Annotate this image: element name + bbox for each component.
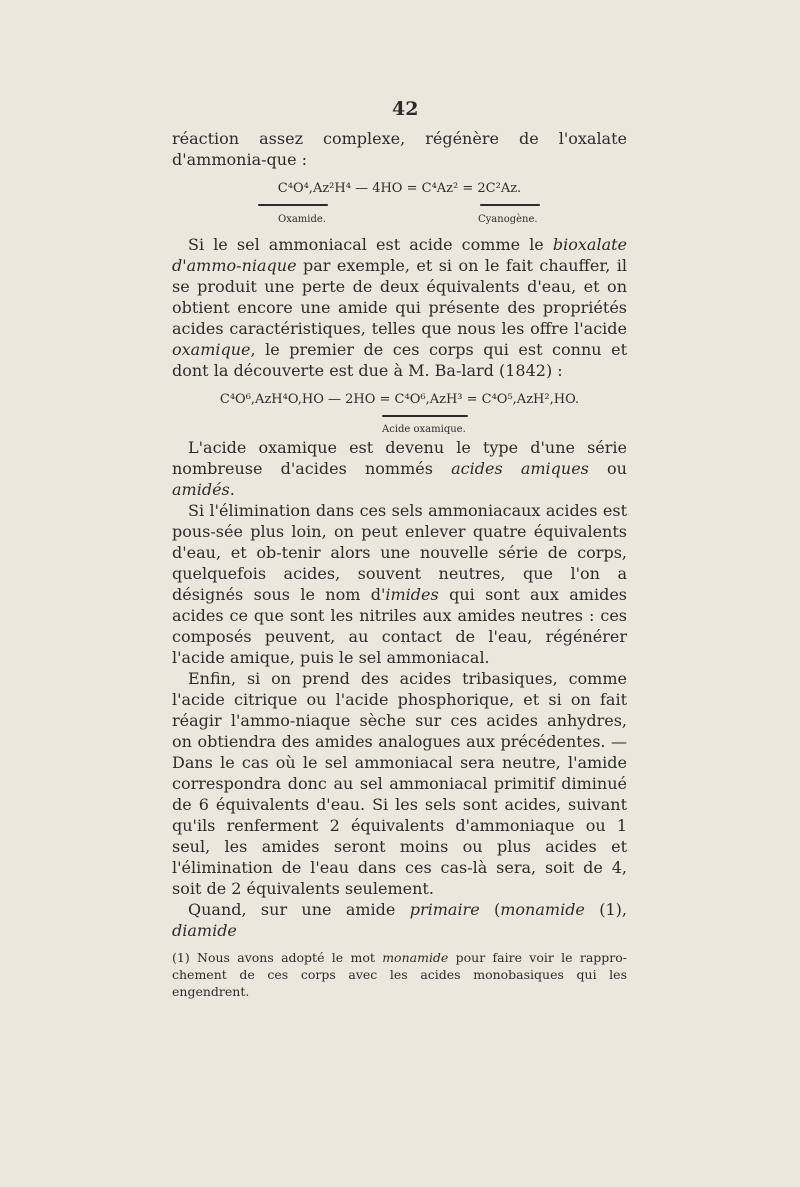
p2-italic-bioxalate: bioxalate d'ammo-niaque — [172, 235, 627, 275]
footnote — [172, 949, 627, 1000]
p6-text-a: Quand, sur une amide — [188, 900, 410, 919]
formula-oxamide-braces — [172, 202, 627, 230]
formula-acide-oxamique: C⁴O⁶,AzH⁴O,HO — 2HO = C⁴O⁶,AzH³ = C⁴O⁵,AzH²,HO. — [219, 392, 580, 407]
p6-text-c: ( — [479, 900, 501, 919]
footnote-text-a: (1) Nous avons adopté le mot — [172, 950, 383, 965]
p3-text-a: L'acide oxamique est devenu le type d'une série nombreuse d'acides nommés — [172, 438, 627, 478]
paragraph-5: Enfin, si on prend des acides tribasiques, comme l'acide citrique ou l'acide phosphorique, et si on fait réagir l'ammo-niaque sèche sur ces acides anhydres, on obtiendra des amides analogues aux précédentes. —Dans le cas où le sel ammoniacal sera neutre, l'amide correspondra donc au sel ammoniacal primitif diminué de 6 équivalents d'eau. Si les sels sont acides, suivant qu'ils renferment 2 équivalents d'ammoniaque ou 1 seul, les amides seront moins ou plus acides et l'élimination de l'eau dans ces cas-là sera, soit de 4, soit de 2 équivalents seulement. — [172, 669, 627, 898]
p3-text-c: ou — [588, 459, 627, 478]
p4-italic-imides: imides — [385, 585, 439, 604]
p6-text-e: (1), — [584, 900, 627, 919]
footnote-italic-monamide: monamide — [382, 950, 449, 965]
brace-oxamide — [258, 204, 328, 206]
p6-italic-primaire: primaire — [409, 900, 480, 919]
p3-text-e: . — [229, 480, 235, 499]
p2-italic-oxamique: oxamique — [172, 340, 251, 359]
paragraph-4 — [172, 500, 627, 668]
p6-italic-monamide: monamide — [500, 900, 585, 919]
label-acide-oxamique: Acide oxamique. — [382, 424, 466, 435]
paragraph-3 — [172, 437, 627, 500]
p2-text-e: , le premier de ces corps qui est connu et dont la découverte est due à M. Ba-lard (1842) : — [172, 340, 627, 380]
p4-text-a: Si l'élimination dans ces sels ammoniacaux acides est pous-sée plus loin, on peut enlever quatre équivalents d'eau, et ob-tenir alors une nouvelle série de corps, quelquefois acides, souvent neutres, que l'on a désignés sous le nom d' — [172, 501, 627, 604]
formula-acide-oxamique-braces — [172, 413, 627, 437]
paragraph-1: réaction assez complexe, régénère de l'oxalate d'ammonia-que : — [172, 129, 627, 169]
p2-text-c: par exemple, et si on le fait chauffer, il se produit une perte de deux équivalents d'eau, et on obtient encore une amide qui présente des propriétés acides caractéristiques, telles que nous les offre l'acide — [172, 256, 627, 338]
p3-italic-acides-amiques: acides amiques — [451, 459, 589, 478]
label-cyanogene: Cyanogène. — [478, 214, 538, 225]
paragraph-2 — [172, 234, 627, 381]
formula-oxamide: C⁴O⁴,Az²H⁴ — 4HO = C⁴Az² = 2C²Az. — [277, 181, 522, 196]
p4-text-c: qui sont aux amides acides ce que sont les nitriles aux amides neutres : ces composés peuvent, au contact de l'eau, régénérer l'acide amique, puis le sel ammoniacal. — [172, 585, 627, 667]
brace-cyanogene — [480, 204, 540, 206]
page-body — [172, 128, 627, 1000]
label-oxamide: Oxamide. — [278, 214, 326, 225]
p6-italic-diamide: diamide — [172, 921, 237, 940]
brace-acide-oxamique — [382, 415, 468, 417]
page-number: 42 — [392, 98, 419, 120]
p2-text-a: Si le sel ammoniacal est acide comme le — [188, 235, 553, 254]
p3-italic-amides: amidés — [172, 480, 230, 499]
paragraph-6 — [172, 899, 627, 941]
footnote-text-c: pour faire voir le rappro-chement de ces corps avec les acides monobasiques qui les engendrent. — [172, 950, 628, 999]
